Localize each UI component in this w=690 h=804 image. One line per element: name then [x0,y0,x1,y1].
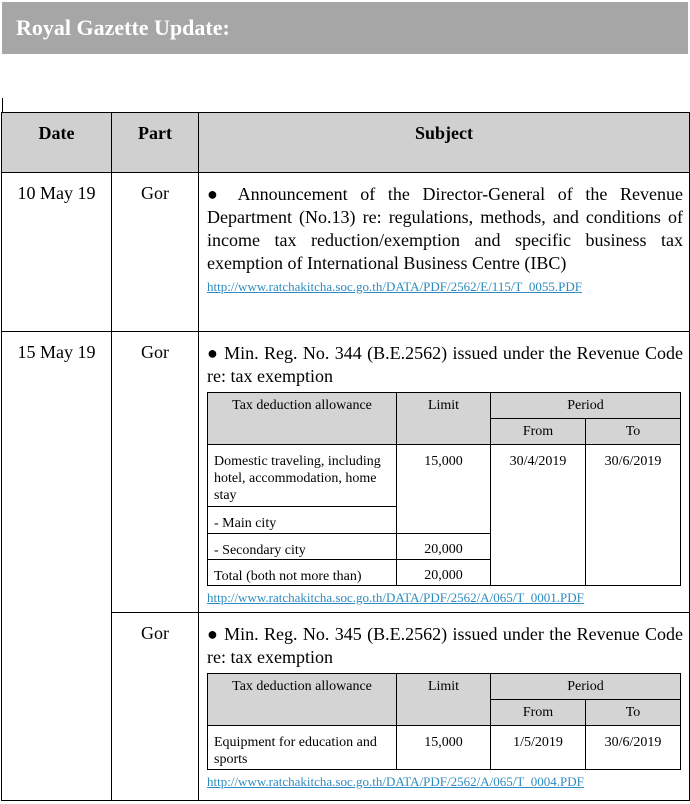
allowance-header: Tax deduction allowance [208,393,397,445]
gazette-link[interactable]: http://www.ratchakitcha.soc.go.th/DATA/PDF/2562/E/115/T_0055.PDF [207,279,582,294]
allowance-cell: Equipment for education and sports [208,726,397,770]
limit-header: Limit [397,393,491,445]
row-part: Gor [112,332,199,613]
allowance-cell: Domestic traveling, including hotel, accommodation, home stay [208,445,397,507]
allowance-header: Tax deduction allowance [208,674,397,726]
allowance-cell: Total (both not more than) [208,560,397,586]
from-header: From [491,700,586,726]
to-header: To [586,419,681,445]
header-row [2,113,690,173]
limit-cell: 20,000 [397,534,491,560]
gazette-link[interactable]: http://www.ratchakitcha.soc.go.th/DATA/PDF/2562/A/065/T_0001.PDF [207,590,584,605]
limit-header: Limit [397,674,491,726]
allowance-cell: - Main city [208,507,397,534]
to-cell: 30/6/2019 [586,726,681,770]
from-header: From [491,419,586,445]
gazette-link[interactable]: http://www.ratchakitcha.soc.go.th/DATA/PDF/2562/A/065/T_0004.PDF [207,774,584,789]
limit-cell: 15,000 [397,445,491,534]
header-subject: Subject [199,113,690,173]
margin-marker [2,98,3,112]
period-header: Period [491,674,681,700]
allowance-table [207,673,681,770]
to-cell: 30/6/2019 [586,445,681,586]
gazette-table [1,112,690,801]
page-banner [2,2,688,54]
row-subject [199,613,690,801]
allowance-cell: - Secondary city [208,534,397,560]
row-date: 10 May 19 [2,173,112,332]
table-row [2,173,690,332]
period-header: Period [491,393,681,419]
to-header: To [586,700,681,726]
row-subject [199,332,690,613]
subject-text: ● Min. Reg. No. 344 (B.E.2562) issued under the Revenue Code re: tax exemption [207,343,683,386]
from-cell: 1/5/2019 [491,726,586,770]
limit-cell: 20,000 [397,560,491,586]
limit-cell: 15,000 [397,726,491,770]
header-part: Part [112,113,199,173]
from-cell: 30/4/2019 [491,445,586,586]
header-date: Date [2,113,112,173]
allowance-table [207,392,681,586]
row-part: Gor [112,173,199,332]
subject-text: ● Min. Reg. No. 345 (B.E.2562) issued under the Revenue Code re: tax exemption [207,624,683,667]
row-subject [199,173,690,332]
subject-text: ● Announcement of the Director-General of the Revenue Department (No.13) re: regulations, methods, and conditions of income tax reduction/exemption and specific business tax exemption of International Business Centre (IBC) [207,184,683,273]
banner-title: Royal Gazette Update: [16,15,230,40]
row-part: Gor [112,613,199,801]
table-row [2,332,690,613]
row-date: 15 May 19 [2,332,112,801]
